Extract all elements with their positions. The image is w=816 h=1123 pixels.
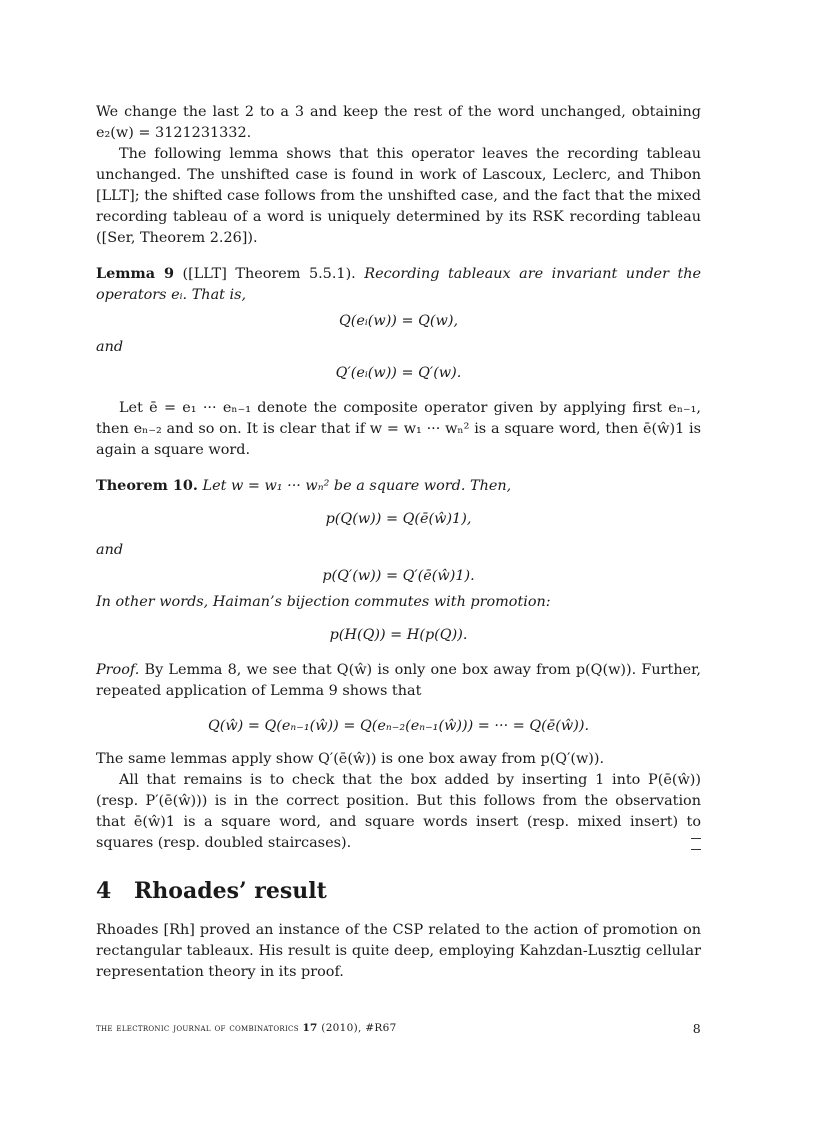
theorem-10 [96, 475, 701, 646]
theorem-10-statement: Let w = w₁ ··· wₙ² be a square word. Then, [197, 478, 512, 494]
lemma-9-ref: ([LLT] Theorem 5.5.1). [174, 266, 356, 282]
theorem-10-equation-1: p(Q(w)) = Q(ē(ŵ)1), [325, 511, 472, 527]
page-number: 8 [692, 1021, 701, 1036]
lemma-9-equation-2: Q′(eᵢ(w)) = Q′(w). [335, 365, 462, 381]
proof-after-equation: The same lemmas apply show Q′(ē(ŵ)) is one box away from p(Q′(w)). [96, 751, 605, 767]
lemma-9-and: and [96, 339, 124, 355]
paragraph-2: The following lemma shows that this operator leaves the recording tableau unchanged. The unshifted case is found in work of Lascoux, Leclerc, and Thibon [LLT]; the shifted case follows from the unshifted case, and the fact that the mixed recording tableau of a word is uniquely determined by its RSK recording tableau ([Ser, Theorem 2.26]). [96, 146, 701, 246]
proof-text: By Lemma 8, we see that Q(ŵ) is only one box away from p(Q(w)). Further, repeated application of Lemma 9 shows that [96, 662, 701, 699]
lemma-9 [96, 263, 701, 384]
paragraph-3: Let ē = e₁ ··· eₙ₋₁ denote the composite operator given by applying first eₙ₋₁, then eₙ₋₂ and so on. It is clear that if w = w₁ ··· wₙ² is a square word, then ē(ŵ)1 is again a square word. [96, 400, 701, 458]
paragraph-1: We change the last 2 to a 3 and keep the rest of the word unchanged, obtaining e₂(w) = 3121231332. [96, 104, 701, 141]
page-footer [96, 1022, 701, 1034]
proof [96, 660, 701, 854]
section-number: 4 [96, 878, 112, 904]
proof-label: Proof. [96, 662, 140, 678]
theorem-10-head: Theorem 10. [96, 477, 198, 494]
page-body [96, 102, 701, 983]
theorem-10-and: and [96, 542, 124, 558]
proof-equation: Q(ŵ) = Q(eₙ₋₁(ŵ)) = Q(eₙ₋₂(eₙ₋₁(ŵ))) = ··· = Q(ē(ŵ)). [207, 718, 590, 734]
proof-final [96, 770, 701, 854]
footer-journal: the electronic journal of combinatorics [96, 1022, 299, 1034]
proof-final-text: All that remains is to check that the box added by inserting 1 into P(ē(ŵ)) (resp. P′(ē(ŵ))) is in the correct position. But this follows from the observation that ē(ŵ)1 is a square word, and square words insert (resp. mixed insert) to squares (resp. doubled staircases). [96, 772, 701, 851]
theorem-10-other-words: In other words, Haiman’s bijection commutes with promotion: [96, 594, 551, 610]
lemma-9-head: Lemma 9 [96, 265, 174, 282]
paragraph-4: Rhoades [Rh] proved an instance of the CSP related to the action of promotion on rectangular tableaux. His result is quite deep, employing Kahzdan-Lusztig cellular representation theory in its proof. [96, 922, 701, 980]
lemma-9-statement: Recording tableaux are invariant under the operators eᵢ. That is, [96, 266, 702, 303]
qed-symbol [691, 838, 701, 850]
theorem-10-equation-3: p(H(Q)) = H(p(Q)). [329, 627, 468, 643]
footer-year: (2010), #R67 [317, 1022, 397, 1034]
section-title: Rhoades’ result [134, 878, 327, 904]
section-heading [96, 876, 701, 906]
lemma-9-equation-1: Q(eᵢ(w)) = Q(w), [338, 313, 459, 329]
theorem-10-equation-2: p(Q′(w)) = Q′(ē(ŵ)1). [322, 568, 475, 584]
footer-volume: 17 [302, 1022, 318, 1034]
